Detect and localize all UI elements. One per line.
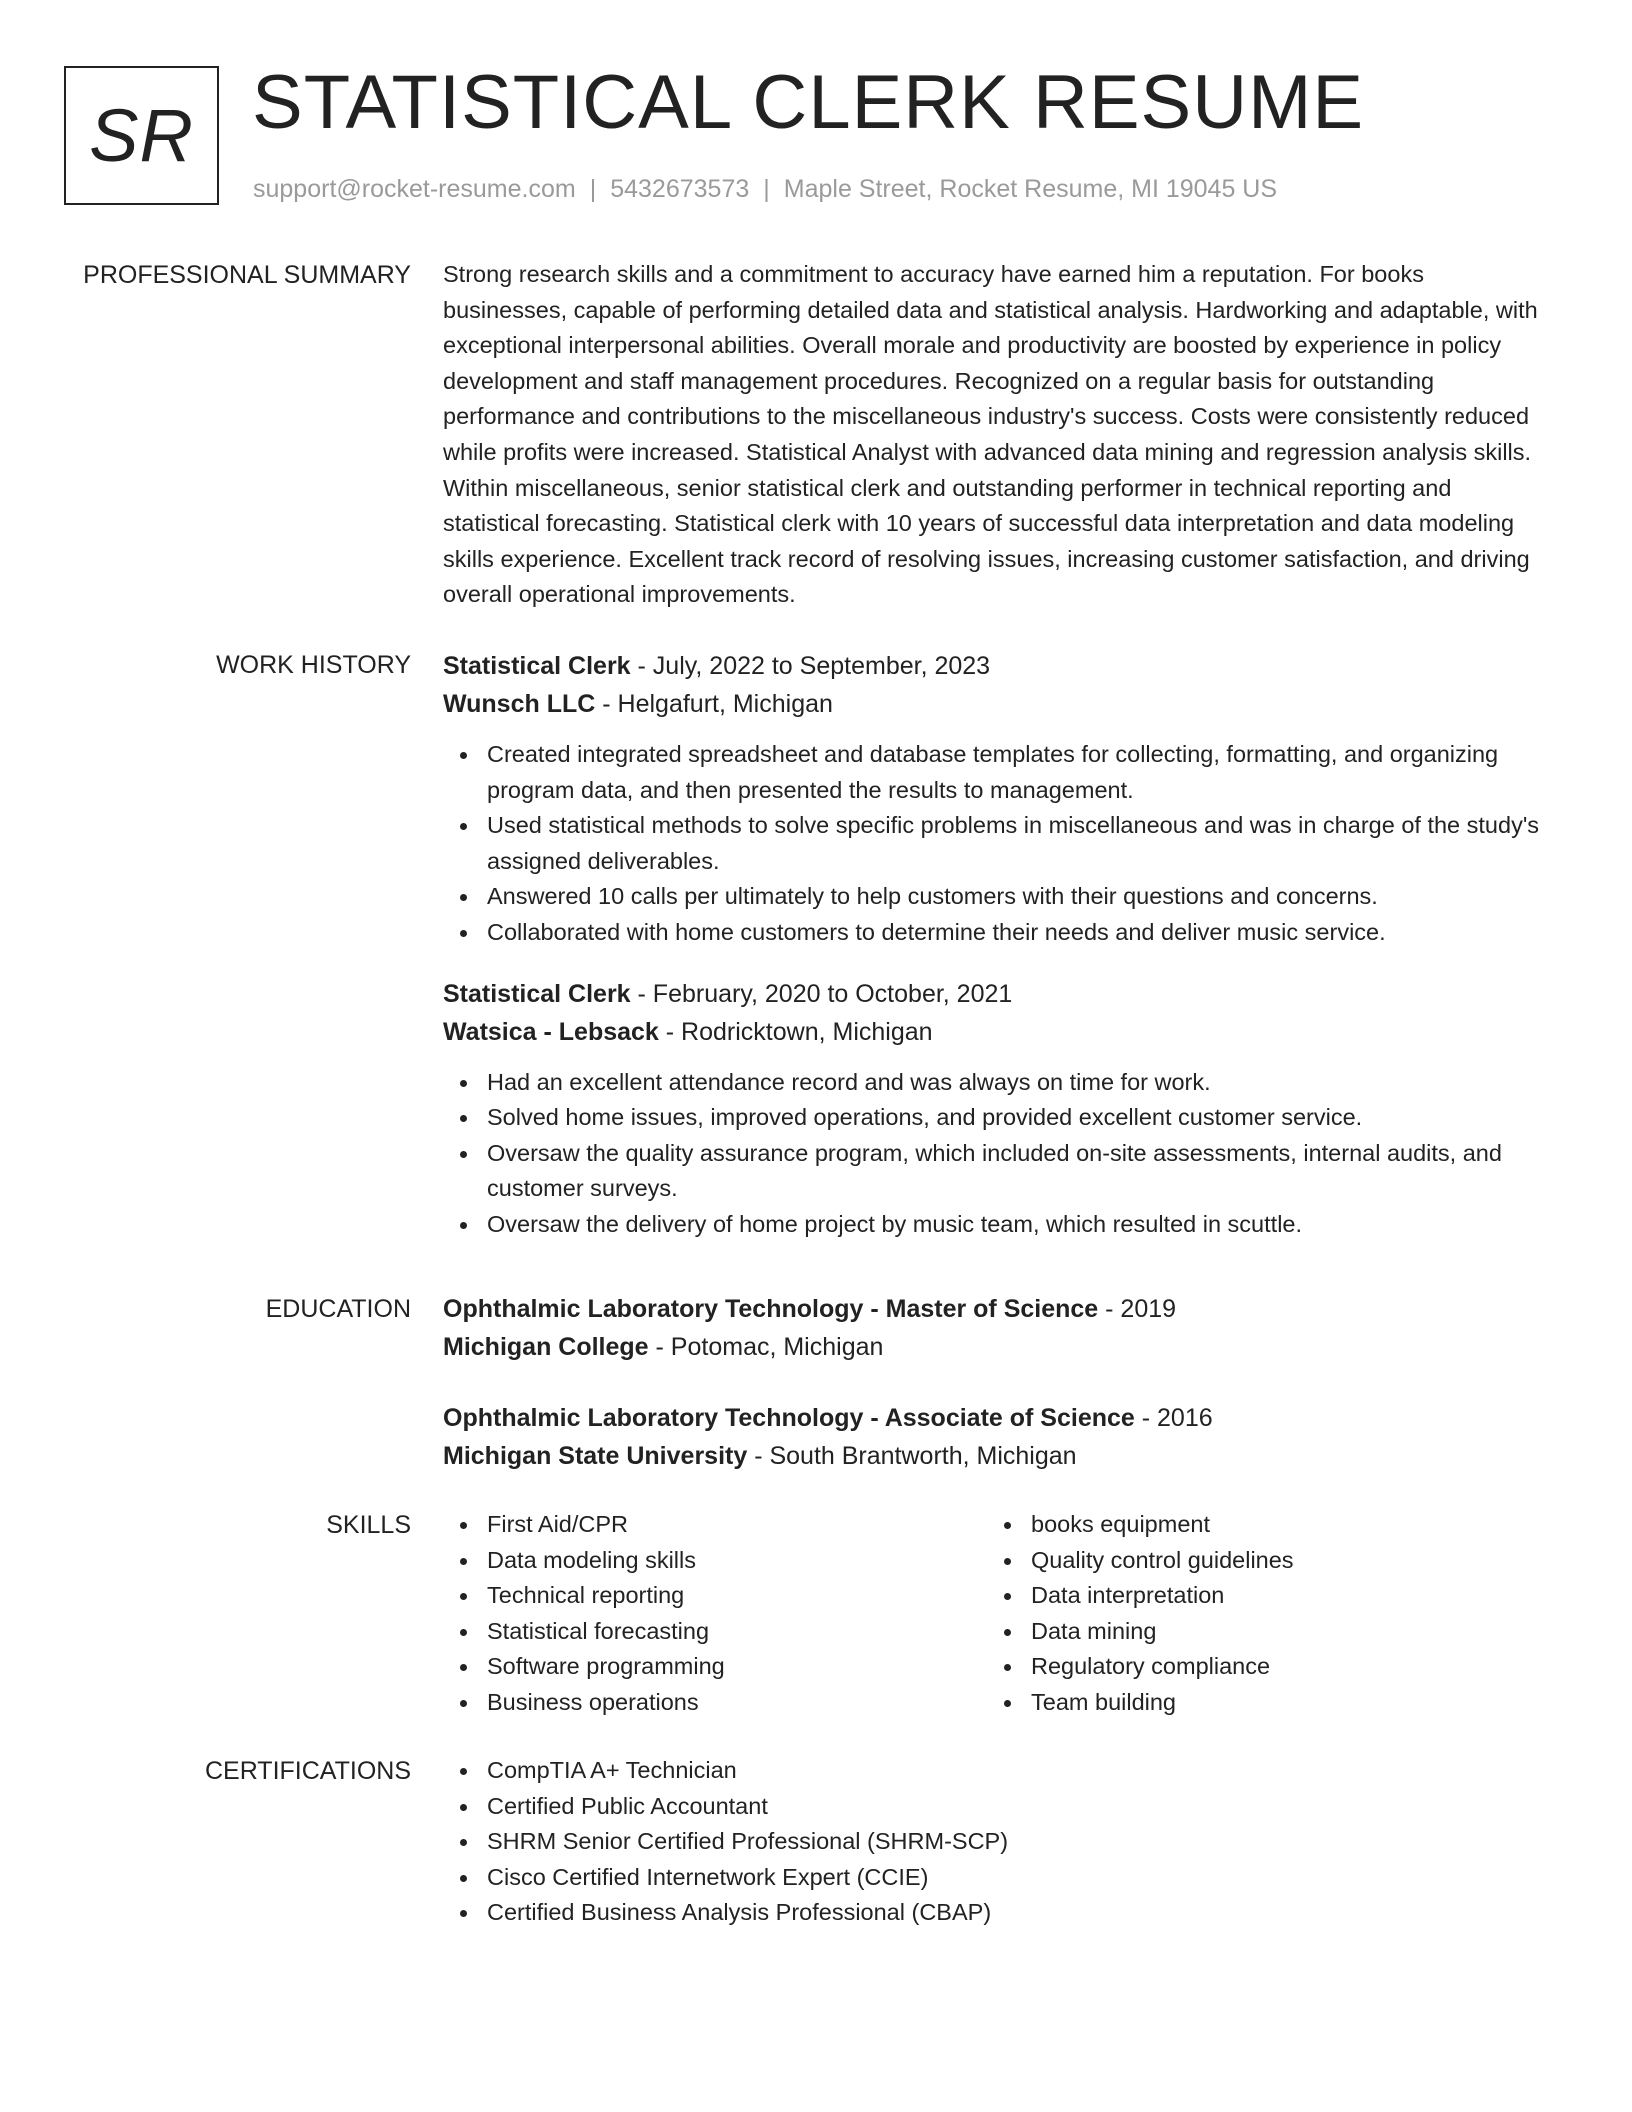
skill-item: Data modeling skills bbox=[487, 1543, 987, 1579]
contact-separator: | bbox=[589, 175, 597, 203]
summary-section bbox=[443, 257, 1553, 613]
job-bullets bbox=[443, 737, 1553, 951]
job-entry bbox=[443, 647, 1553, 951]
section-label-summary: PROFESSIONAL SUMMARY bbox=[83, 261, 411, 289]
contact-address: Maple Street, Rocket Resume, MI 19045 US bbox=[783, 175, 1278, 203]
education-entry bbox=[443, 1399, 1553, 1475]
education-degree: Ophthalmic Laboratory Technology - Master of Science bbox=[443, 1295, 1099, 1323]
skill-item: Regulatory compliance bbox=[1031, 1649, 1531, 1685]
education-year: - 2019 bbox=[1098, 1295, 1177, 1323]
list-item: Collaborated with home customers to determine their needs and deliver music service. bbox=[487, 915, 1553, 951]
job-bullets bbox=[443, 1065, 1553, 1243]
education-degree: Ophthalmic Laboratory Technology - Associate of Science bbox=[443, 1404, 1135, 1432]
certification-item: Cisco Certified Internetwork Expert (CCIE) bbox=[487, 1860, 1553, 1896]
summary-text: Strong research skills and a commitment to accuracy have earned him a reputation. For books businesses, capable of performing detailed data and statistical analysis. Hardworking and adaptable, with exceptional interpersonal abilities. Overall morale and productivity are boosted by experience in policy development and staff management procedures. Recognized on a regular basis for outstanding performance and contributions to the miscellaneous industry's success. Costs were consistently reduced while profits were increased. Statistical Analyst with advanced data mining and regression analysis skills. Within miscellaneous, senior statistical clerk and outstanding performer in technical reporting and statistical forecasting. Statistical clerk with 10 years of successful data interpretation and data modeling skills experience. Excellent track record of resolving issues, increasing customer satisfaction, and driving overall operational improvements. bbox=[443, 261, 1538, 608]
job-company-line bbox=[443, 685, 1553, 723]
skill-item: Statistical forecasting bbox=[487, 1614, 987, 1650]
certification-item: Certified Business Analysis Professional (CBAP) bbox=[487, 1895, 1553, 1931]
list-item: Solved home issues, improved operations, and provided excellent customer service. bbox=[487, 1100, 1553, 1136]
job-entry bbox=[443, 975, 1553, 1243]
contact-line bbox=[253, 172, 1277, 206]
job-title: Statistical Clerk bbox=[443, 979, 631, 1008]
contact-phone: 5432673573 bbox=[610, 175, 750, 203]
job-company: Watsica - Lebsack bbox=[443, 1017, 659, 1046]
certification-item: CompTIA A+ Technician bbox=[487, 1753, 1553, 1789]
job-company: Wunsch LLC bbox=[443, 690, 596, 718]
section-label-skills: SKILLS bbox=[326, 1511, 411, 1539]
skills-column-right bbox=[987, 1507, 1531, 1721]
skills-list bbox=[443, 1507, 987, 1721]
skill-item: First Aid/CPR bbox=[487, 1507, 987, 1543]
skill-item: Technical reporting bbox=[487, 1578, 987, 1614]
education-school: Michigan College bbox=[443, 1333, 649, 1361]
monogram-logo: SR bbox=[64, 66, 219, 205]
job-dates: - February, 2020 to October, 2021 bbox=[630, 979, 1013, 1008]
list-item: Created integrated spreadsheet and database templates for collecting, formatting, and organizing program data, and then presented the results to management. bbox=[487, 737, 1553, 808]
skills-column-left bbox=[443, 1507, 987, 1721]
skill-item: Quality control guidelines bbox=[1031, 1543, 1531, 1579]
skill-item: Team building bbox=[1031, 1685, 1531, 1721]
section-label-certifications: CERTIFICATIONS bbox=[204, 1757, 411, 1785]
job-title-line bbox=[443, 975, 1553, 1013]
education-entry bbox=[443, 1290, 1553, 1366]
page-title: STATISTICAL CLERK RESUME bbox=[252, 60, 1365, 145]
education-school-line bbox=[443, 1437, 1553, 1475]
certification-item: Certified Public Accountant bbox=[487, 1789, 1553, 1825]
job-location: - Rodricktown, Michigan bbox=[658, 1017, 933, 1046]
skills-grid bbox=[443, 1507, 1553, 1721]
section-label-education: EDUCATION bbox=[265, 1295, 411, 1323]
education-location: - South Brantworth, Michigan bbox=[747, 1442, 1077, 1470]
list-item: Oversaw the quality assurance program, which included on-site assessments, internal audits, and customer surveys. bbox=[487, 1136, 1553, 1207]
skill-item: Business operations bbox=[487, 1685, 987, 1721]
job-dates: - July, 2022 to September, 2023 bbox=[630, 652, 991, 680]
section-label-work-history: WORK HISTORY bbox=[216, 651, 411, 679]
skills-list bbox=[987, 1507, 1531, 1721]
work-history-section bbox=[443, 647, 1553, 1243]
list-item: Oversaw the delivery of home project by music team, which resulted in scuttle. bbox=[487, 1207, 1553, 1243]
skills-section bbox=[443, 1507, 1553, 1721]
skill-item: books equipment bbox=[1031, 1507, 1531, 1543]
skill-item: Data mining bbox=[1031, 1614, 1531, 1650]
contact-separator: | bbox=[763, 175, 770, 203]
education-degree-line bbox=[443, 1290, 1553, 1328]
job-title: Statistical Clerk bbox=[443, 652, 631, 680]
certifications-list bbox=[443, 1753, 1553, 1931]
contact-email: support@rocket-resume.com bbox=[253, 175, 576, 203]
education-section bbox=[443, 1290, 1553, 1475]
education-school-line bbox=[443, 1328, 1553, 1366]
certifications-section bbox=[443, 1753, 1553, 1931]
job-company-line bbox=[443, 1013, 1553, 1051]
list-item: Answered 10 calls per ultimately to help customers with their questions and concerns. bbox=[487, 879, 1553, 915]
education-year: - 2016 bbox=[1134, 1404, 1213, 1432]
education-degree-line bbox=[443, 1399, 1553, 1437]
list-item: Had an excellent attendance record and was always on time for work. bbox=[487, 1065, 1553, 1101]
job-location: - Helgafurt, Michigan bbox=[595, 690, 833, 718]
skill-item: Software programming bbox=[487, 1649, 987, 1685]
skill-item: Data interpretation bbox=[1031, 1578, 1531, 1614]
education-school: Michigan State University bbox=[443, 1442, 748, 1470]
education-location: - Potomac, Michigan bbox=[648, 1333, 884, 1361]
job-title-line bbox=[443, 647, 1553, 685]
list-item: Used statistical methods to solve specific problems in miscellaneous and was in charge of the study's assigned deliverables. bbox=[487, 808, 1553, 879]
certification-item: SHRM Senior Certified Professional (SHRM-SCP) bbox=[487, 1824, 1553, 1860]
